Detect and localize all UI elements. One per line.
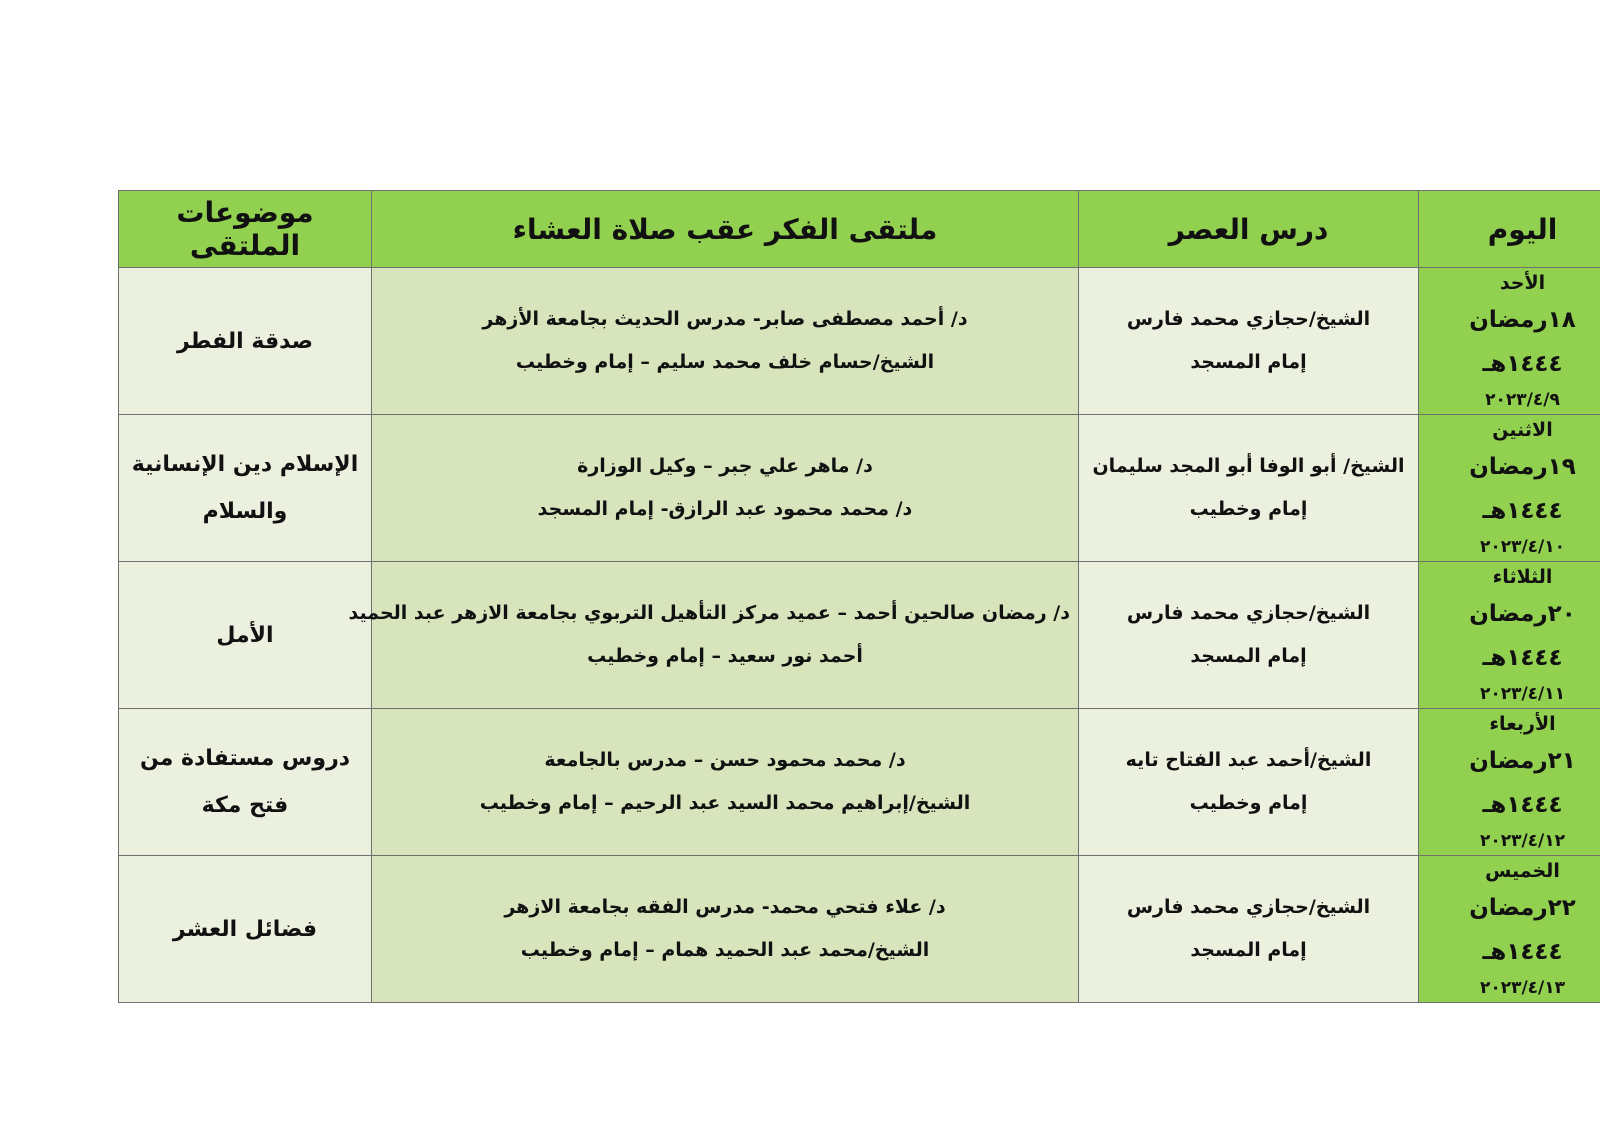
forum-cell — [372, 709, 1079, 856]
asr-speaker-role: إمام وخطيب — [1189, 792, 1308, 814]
forum-speaker-2: الشيخ/محمد عبد الحميد همام – إمام وخطيب — [520, 939, 930, 961]
forum-speaker-1: د/ أحمد مصطفى صابر- مدرس الحديث بجامعة الأزهر — [482, 308, 968, 330]
topic-text: والسلام — [202, 499, 288, 524]
table-body — [119, 268, 1600, 1003]
asr-lesson-cell — [1079, 709, 1419, 856]
asr-speaker-role: إمام المسجد — [1190, 645, 1307, 667]
forum-speaker-1: د/ ماهر علي جبر – وكيل الوزارة — [577, 455, 873, 477]
topic-cell — [119, 562, 372, 709]
forum-cell — [372, 415, 1079, 562]
gregorian-date: ٢٠٢٣/٤/١٠ — [1479, 537, 1566, 557]
asr-speaker: الشيخ/حجازي محمد فارس — [1126, 602, 1371, 624]
day-cell — [1419, 415, 1600, 562]
header-row — [119, 191, 1600, 268]
table-row — [119, 415, 1600, 562]
topic-text: فتح مكة — [201, 793, 289, 818]
schedule-table — [118, 190, 1600, 1003]
forum-cell — [372, 268, 1079, 415]
forum-speaker-1: د/ علاء فتحي محمد- مدرس الفقه بجامعة الازهر — [504, 896, 946, 918]
forum-speaker-1: د/ رمضان صالحين أحمد – عميد مركز التأهيل التربوي بجامعة الازهر عبد الحميد — [348, 602, 1070, 624]
gregorian-date: ٢٠٢٣/٤/١٣ — [1479, 978, 1566, 998]
gregorian-date: ٢٠٢٣/٤/٩ — [1485, 390, 1560, 410]
asr-lesson-cell — [1079, 562, 1419, 709]
forum-cell — [372, 856, 1079, 1003]
day-cell — [1419, 562, 1600, 709]
topic-text: الأمل — [216, 622, 274, 648]
day-name: الثلاثاء — [1492, 566, 1553, 588]
header-day: اليوم — [1419, 191, 1600, 268]
hijri-date: ٢١رمضان ١٤٤٤هـ — [1469, 748, 1576, 818]
day-name: الأربعاء — [1489, 713, 1556, 735]
day-cell — [1419, 856, 1600, 1003]
topic-cell — [119, 415, 372, 562]
forum-speaker-2: الشيخ/إبراهيم محمد السيد عبد الرحيم – إمام وخطيب — [479, 792, 971, 814]
topic-text: فضائل العشر — [172, 916, 318, 942]
gregorian-date: ٢٠٢٣/٤/١١ — [1479, 684, 1566, 704]
asr-speaker-role: إمام المسجد — [1190, 351, 1307, 373]
hijri-date: ١٩رمضان ١٤٤٤هـ — [1469, 454, 1576, 524]
gregorian-date: ٢٠٢٣/٤/١٢ — [1479, 831, 1566, 851]
hijri-date: ٢٢رمضان ١٤٤٤هـ — [1469, 895, 1576, 965]
topic-cell — [119, 709, 372, 856]
day-name: الاثنين — [1492, 419, 1553, 441]
forum-speaker-1: د/ محمد محمود حسن – مدرس بالجامعة — [544, 749, 906, 771]
asr-lesson-cell — [1079, 856, 1419, 1003]
table-row — [119, 856, 1600, 1003]
forum-cell — [348, 562, 1079, 709]
forum-speaker-2: أحمد نور سعيد – إمام وخطيب — [587, 645, 863, 667]
header-asr-lesson: درس العصر — [1079, 191, 1419, 268]
day-cell — [1419, 709, 1600, 856]
asr-speaker-role: إمام المسجد — [1190, 939, 1307, 961]
header-topics: موضوعات الملتقى — [119, 191, 372, 268]
day-name: الأحد — [1499, 272, 1546, 294]
day-cell — [1419, 268, 1600, 415]
hijri-date: ١٨رمضان ١٤٤٤هـ — [1469, 307, 1576, 377]
day-name: الخميس — [1485, 860, 1560, 882]
table-row — [119, 709, 1600, 856]
topic-text: صدقة الفطر — [176, 328, 314, 354]
asr-speaker: الشيخ/حجازي محمد فارس — [1126, 896, 1371, 918]
forum-speaker-2: الشيخ/حسام خلف محمد سليم – إمام وخطيب — [515, 351, 935, 373]
table-row — [119, 562, 1600, 709]
hijri-date: ٢٠رمضان ١٤٤٤هـ — [1469, 601, 1576, 671]
asr-speaker: الشيخ/ أبو الوفا أبو المجد سليمان — [1092, 455, 1405, 477]
table-row — [119, 268, 1600, 415]
topic-text: الإسلام دين الإنسانية — [131, 452, 359, 477]
header-forum: ملتقى الفكر عقب صلاة العشاء — [372, 191, 1079, 268]
asr-speaker: الشيخ/أحمد عبد الفتاح تايه — [1125, 749, 1372, 771]
forum-speaker-2: د/ محمد محمود عبد الرازق- إمام المسجد — [537, 498, 913, 520]
asr-lesson-cell — [1079, 268, 1419, 415]
asr-speaker: الشيخ/حجازي محمد فارس — [1126, 308, 1371, 330]
topic-cell — [119, 856, 372, 1003]
table-header — [119, 191, 1600, 268]
topic-cell — [119, 268, 372, 415]
asr-lesson-cell — [1079, 415, 1419, 562]
topic-text: دروس مستفادة من — [139, 746, 351, 771]
asr-speaker-role: إمام وخطيب — [1189, 498, 1308, 520]
